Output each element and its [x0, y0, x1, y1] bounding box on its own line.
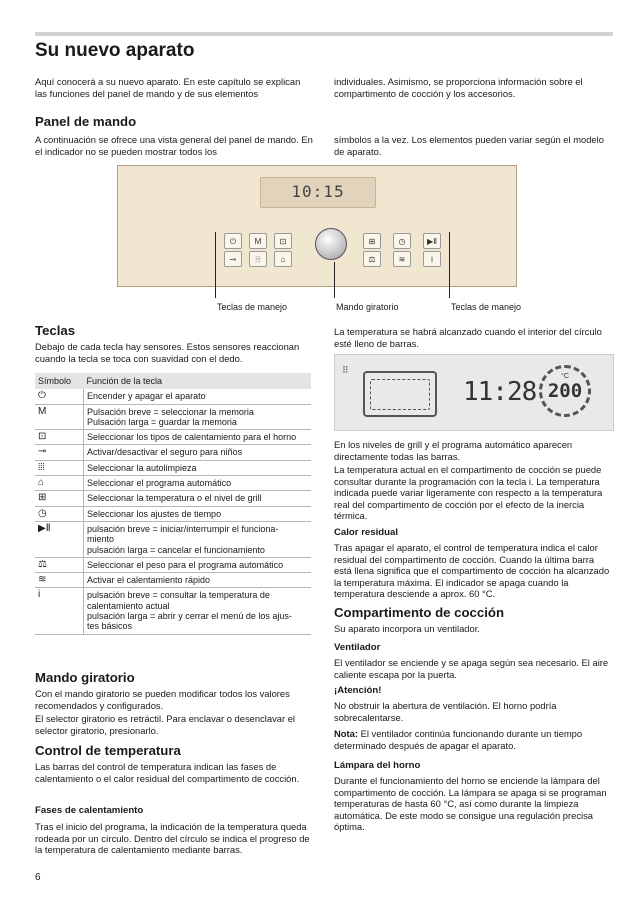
table-row: [35, 557, 311, 572]
warning-heading: ¡Atención!: [334, 685, 382, 696]
key-symbol-icon: ◷: [35, 506, 84, 521]
col-function: Función de la tecla: [84, 373, 312, 389]
table-row: [35, 404, 311, 430]
key-weight-icon: ⚖: [363, 251, 381, 267]
key-function: Seleccionar la temperatura o el nivel de grill: [84, 491, 312, 506]
key-function: Encender y apagar el aparato: [84, 389, 312, 404]
key-function: Seleccionar los tipos de calentamiento para el horno: [84, 430, 312, 445]
callout-line-right: [449, 232, 450, 298]
key-child-lock-icon: ⊸: [224, 251, 242, 267]
key-symbol-icon: ▶Ⅱ: [35, 521, 84, 557]
residual-heat-heading: Calor residual: [334, 527, 398, 538]
key-function: Activar/desactivar el seguro para niños: [84, 445, 312, 460]
lamp-heading: Lámpara del horno: [334, 760, 421, 771]
knob-text-2: El selector giratorio es retráctil. Para enclavar o desenclavar el selector giratorio, presionarlo.: [35, 713, 296, 736]
compartment-text: Su aparato incorpora un ventilador.: [334, 623, 480, 634]
keys-intro: Debajo de cada tecla hay sensores. Estos sensores reaccionan cuando la tecla se toca con suavidad con el dedo.: [35, 341, 300, 364]
key-function: pulsación breve = iniciar/interrumpir el funciona- miento pulsación larga = cancelar el funcionamiento: [84, 521, 312, 557]
key-power-icon: ⏻: [224, 233, 242, 249]
col-symbol: Símbolo: [35, 373, 84, 389]
key-symbol-icon: ≋: [35, 573, 84, 588]
key-auto-program-icon: ⌂: [274, 251, 292, 267]
key-symbol-icon: ⚖: [35, 557, 84, 572]
panel-heading: Panel de mando: [35, 114, 137, 129]
key-function: Seleccionar el programa automático: [84, 476, 312, 491]
residual-heat-text: Tras apagar el aparato, el control de temperatura indica el calor residual del compartimento de cocción. Cuando la última barra está llena significa que el compartimento de cocción ha alcanzado la temperatura máxima. El indicador se apaga cuando la temperatura desciende a aprox. 60 °C.: [334, 542, 610, 600]
fan-text: El ventilador se enciende y se apaga según sea necesario. El aire caliente escapa por la puerta.: [334, 657, 609, 680]
key-function: Seleccionar la autolimpieza: [84, 460, 312, 475]
key-function: Activar el calentamiento rápido: [84, 573, 312, 588]
table-row: [35, 588, 311, 634]
rotary-knob: [315, 228, 347, 260]
key-symbol-icon: M: [35, 404, 84, 430]
page-number: 6: [35, 872, 41, 883]
temp-control-text: Las barras del control de temperatura indican las fases de calentamiento o el calor residual del compartimento de cocción.: [35, 761, 300, 784]
note-text: El ventilador continúa funcionando durante un tiempo determinado después de apagar el aparato.: [334, 728, 583, 751]
heating-phases-heading: Fases de calentamiento: [35, 805, 144, 816]
knob-heading: Mando giratorio: [35, 670, 135, 685]
key-symbol-icon: i: [35, 588, 84, 634]
key-temperature-icon: ⊞: [363, 233, 381, 249]
intro-left: Aquí conocerá a su nuevo aparato. En este capítulo se explican las funciones del panel de mando y de sus elementos: [35, 76, 301, 99]
key-info-icon: i: [423, 251, 441, 267]
key-symbol-icon: ⊡: [35, 430, 84, 445]
panel-text-left: A continuación se ofrece una vista general del panel de mando. En el indicador no se pueden mostrar todos los: [35, 134, 313, 157]
key-self-clean-icon: ⦙⦙⦙: [249, 251, 267, 267]
keys-heading: Teclas: [35, 323, 76, 338]
key-function: Seleccionar el peso para el programa automático: [84, 557, 312, 572]
temp-reached-text: La temperatura se habrá alcanzado cuando el interior del círculo esté lleno de barras.: [334, 326, 602, 349]
key-symbol-icon: ⦙⦙⦙: [35, 460, 84, 475]
heating-phases-text: Tras el inicio del programa, la indicación de la temperatura queda rodeada por un círculo. Dentro del círculo se indica el progreso de la temperatura de calentamiento mediante barras.: [35, 821, 310, 856]
key-clock-icon: ◷: [393, 233, 411, 249]
key-memory-icon: M: [249, 233, 267, 249]
heating-mode-icon: ⠿: [342, 365, 349, 375]
callout-line-center: [334, 262, 335, 298]
panel-display-time: 10:15: [291, 182, 345, 201]
keys-table-body: [35, 389, 311, 634]
key-heating-type-icon: ⊡: [274, 233, 292, 249]
callout-line-left: [215, 232, 216, 298]
table-row: [35, 521, 311, 557]
lamp-text: Durante el funcionamiento del horno se enciende la lámpara del compartimento de cocción. La lámpara se apaga si se programan temperaturas de hasta 60 °C, así como durante la limpieza automática. De este modo se consigue una regulación precisa óptima.: [334, 775, 607, 833]
intro-right: individuales. Asimismo, se proporciona información sobre el compartimento de cocción y los accesorios.: [334, 76, 583, 99]
table-row: [35, 573, 311, 588]
grill-text: En los niveles de grill y el programa automático aparecen directamente todas las barras.: [334, 439, 573, 462]
key-symbol-icon: ⏻: [35, 389, 84, 404]
keys-table: [35, 373, 311, 635]
page-title: Su nuevo aparato: [35, 40, 195, 61]
caption-knob: Mando giratorio: [336, 302, 399, 312]
table-row: [35, 389, 311, 404]
top-rule: [35, 32, 613, 36]
display-time: 11:28: [463, 377, 537, 407]
temp-control-heading: Control de temperatura: [35, 743, 181, 758]
caption-keys-right: Teclas de manejo: [451, 302, 522, 312]
key-function: Pulsación breve = seleccionar la memoria Pulsación larga = guardar la memoria: [84, 404, 312, 430]
table-row: [35, 491, 311, 506]
panel-text-right: símbolos a la vez. Los elementos pueden variar según el modelo de aparato.: [334, 134, 604, 157]
fan-heading: Ventilador: [334, 642, 381, 653]
keys-table-header: [35, 373, 311, 389]
key-function: pulsación breve = consultar la temperatura de calentamiento actual pulsación larga = abrir y cerrar el menú de los ajus- tes básicos: [84, 588, 312, 634]
key-symbol-icon: ⌂: [35, 476, 84, 491]
table-row: [35, 445, 311, 460]
panel-display: [260, 177, 376, 208]
note-label: Nota:: [334, 728, 358, 739]
key-function: Seleccionar los ajustes de tiempo: [84, 506, 312, 521]
actual-temp-text: La temperatura actual en el compartimento de cocción se puede consultar durante la programación con la tecla i. La temperatura indicada puede variar ligeramente con respecto a la temperatura real del compartimento de cocción por el efecto de la inercia térmica.: [334, 464, 603, 522]
note-paragraph: [334, 728, 612, 751]
key-symbol-icon: ⊞: [35, 491, 84, 506]
key-symbol-icon: ⊸: [35, 445, 84, 460]
key-start-pause-icon: ▶Ⅱ: [423, 233, 441, 249]
control-panel-illustration: [117, 165, 517, 287]
temperature-display-illustration: [334, 354, 614, 431]
oven-icon: [363, 371, 437, 417]
display-temperature: 200: [547, 380, 583, 402]
key-rapid-heat-icon: ≋: [393, 251, 411, 267]
table-row: [35, 460, 311, 475]
display-unit: °C: [561, 373, 569, 380]
table-row: [35, 430, 311, 445]
table-row: [35, 506, 311, 521]
warning-text: No obstruir la abertura de ventilación. El horno podría sobrecalentarse.: [334, 700, 557, 723]
table-row: [35, 476, 311, 491]
caption-keys-left: Teclas de manejo: [217, 302, 288, 312]
knob-text-1: Con el mando giratorio se pueden modificar todos los valores recomendados y configurados.: [35, 688, 290, 711]
temperature-ring: [539, 365, 591, 417]
compartment-heading: Compartimento de cocción: [334, 605, 504, 620]
